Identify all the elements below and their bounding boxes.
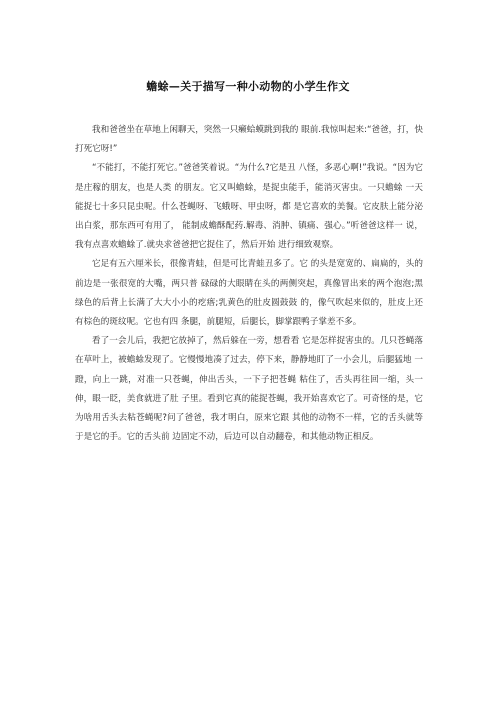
paragraph: 看了一会儿后，我把它放掉了，然后躲在一旁，想看看 它是怎样捉害虫的。几只苍蝇落在草叶上，被蟾蜍发现了。它慢慢地凑了过去，停下来，静静地盯了一小会儿，后腿猛地 一蹬，向上一跳，对准一只苍蝇，伸出舌头，一下子把苍蝇 粘住了，舌头再往回一缩，头一伸，眼一眨，美食就进了肚 子里。看到它真的能捉苍蝇，我开始喜欢它了。可奇怪的是，它为啥用舌头去粘苍蝇呢?问了爸爸，我才明白，原来它跟 其他的动物不一样，它的舌头就等于是它的手。它的舌头前 边固定不动，后边可以自动翻卷，和其他动物正相反。	[75, 336, 423, 443]
paragraph: “不能打，不能打死它。”爸爸笑着说。“为什么?它是丑 八怪，多恶心啊!”我说。“因为它是庄稼的朋友，也是人类 的朋友。它又叫蟾蜍，是捉虫能手，能消灭害虫。一只蟾蜍 一天能捉七十多只昆虫呢。什么苍蝇呀、飞蛾呀、甲虫呀，都 是它喜欢的美餐。它皮肤上能分泌出白浆，那东西可有用了， 能制成蟾酥配药.解毒、消肿、镇痛、强心。”听爸爸这样一 说，我有点喜欢蟾蜍了.就央求爸爸把它捉住了，然后开始 进行细致观察。	[75, 163, 423, 251]
document-body	[75, 121, 423, 447]
paragraph: 我和爸爸坐在草地上闲聊天，突然一只癞蛤蟆跳到我的 眼前.我惊叫起来:“爸爸，打，快打死它呀!”	[75, 125, 423, 155]
paragraph: 它足有五六厘米长，很像青蛙，但是可比青蛙丑多了。它 的头是宽宽的、扁扁的，头的前边是一张很宽的大嘴，两只普 碌碌的大眼睛在头的两侧突起，真像冒出来的两个泡泡;黑 绿色的后背上长满了大大小小的疙瘩;乳黄色的肚皮圆鼓鼓 的，像气吹起来似的，肚皮上还有棕色的斑纹呢。它也有四 条腿，前腿短，后腿长，脚掌跟鸭子掌差不多。	[75, 259, 423, 328]
document-title: 蟾蜍—关于描写一种小动物的小学生作文	[146, 80, 350, 93]
